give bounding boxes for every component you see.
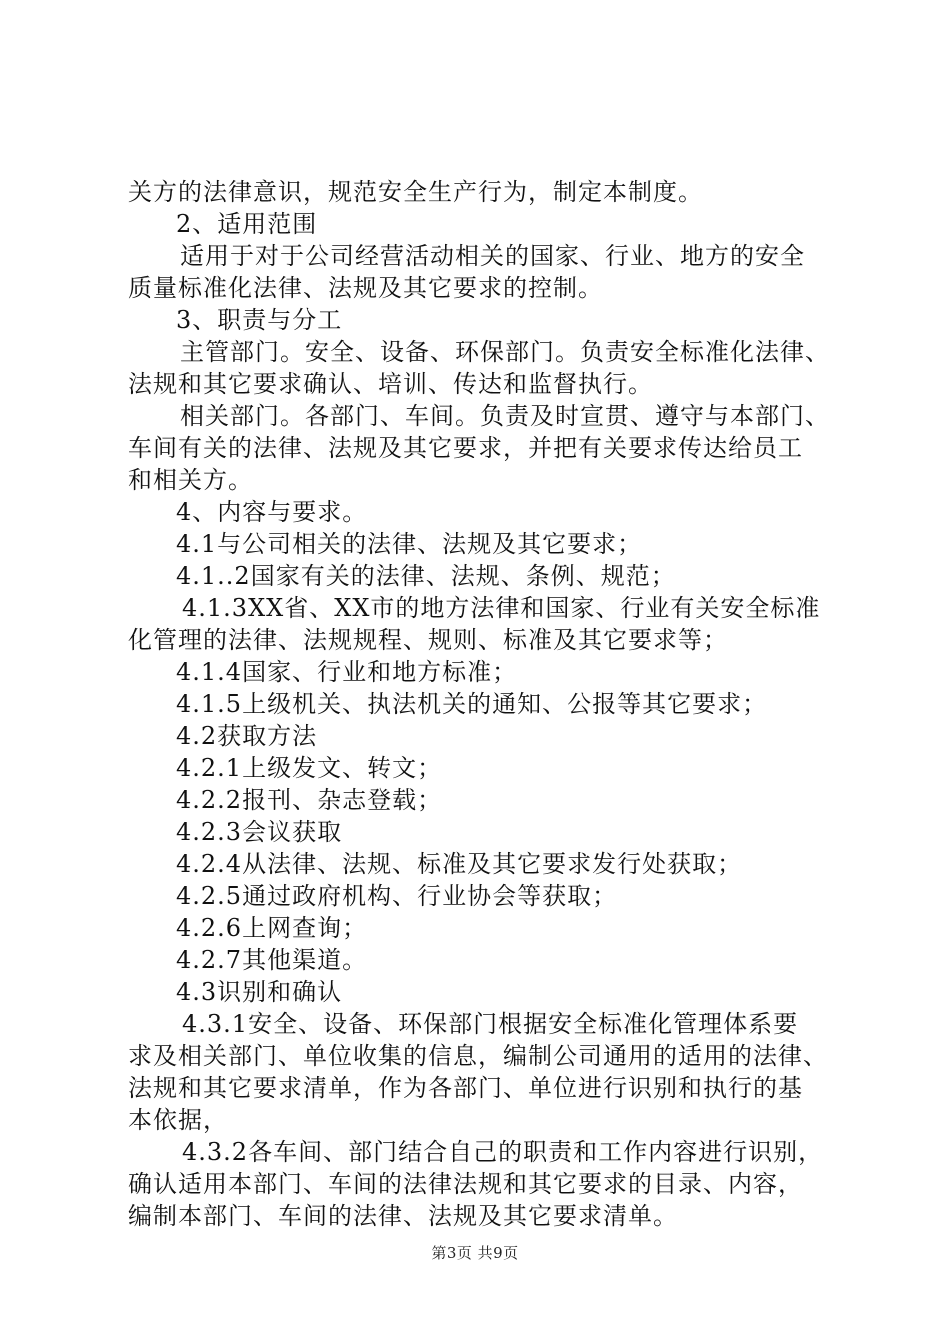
paragraph-line: 确认适用本部门、车间的法律法规和其它要求的目录、内容，: [128, 1170, 803, 1198]
paragraph-line: 编制本部门、车间的法律、法规及其它要求清单。: [128, 1202, 678, 1230]
paragraph-line: 适用于对于公司经营活动相关的国家、行业、地方的安全: [180, 242, 805, 270]
paragraph-line: 本依据，: [128, 1106, 228, 1134]
paragraph-line: 化管理的法律、法规规程、规则、标准及其它要求等；: [128, 626, 728, 654]
section-heading: 4、内容与要求。: [176, 498, 368, 526]
section-heading: 2、适用范围: [176, 210, 318, 238]
list-item: 4.2.6上网查询；: [176, 914, 368, 942]
list-item: 4.1.4国家、行业和地方标准；: [176, 658, 518, 686]
list-item: 4.2.3会议获取: [176, 818, 343, 846]
list-item: 4.3.1安全、设备、环保部门根据安全标准化管理体系要: [182, 1010, 799, 1038]
paragraph-line: 质量标准化法律、法规及其它要求的控制。: [128, 274, 603, 302]
page-number-footer: 第3页 共9页: [431, 1244, 519, 1262]
section-heading: 3、职责与分工: [176, 306, 343, 334]
list-item: 4.2.1上级发文、转文；: [176, 754, 443, 782]
section-heading: 4.2获取方法: [176, 722, 318, 750]
paragraph-line: 车间有关的法律、法规及其它要求，并把有关要求传达给员工: [128, 434, 803, 462]
list-item: 4.1.3XX省、XX市的地方法律和国家、行业有关安全标准: [182, 594, 821, 622]
list-item: 4.1..2国家有关的法律、法规、条例、规范；: [176, 562, 676, 590]
list-item: 4.3.2各车间、部门结合自己的职责和工作内容进行识别，: [182, 1138, 824, 1166]
paragraph-line: 相关部门。各部门、车间。负责及时宣贯、遵守与本部门、: [180, 402, 830, 430]
paragraph-line: 主管部门。安全、设备、环保部门。负责安全标准化法律、: [180, 338, 830, 366]
document-body: [128, 176, 848, 1232]
paragraph-line: 法规和其它要求清单，作为各部门、单位进行识别和执行的基: [128, 1074, 803, 1102]
list-item: 4.1.5上级机关、执法机关的通知、公报等其它要求；: [176, 690, 768, 718]
list-item: 4.2.7其他渠道。: [176, 946, 368, 974]
section-heading: 4.3识别和确认: [176, 978, 343, 1006]
list-item: 4.2.4从法律、法规、标准及其它要求发行处获取；: [176, 850, 743, 878]
list-item: 4.2.2报刊、杂志登载；: [176, 786, 443, 814]
paragraph-line: 和相关方。: [128, 466, 253, 494]
list-item: 4.2.5通过政府机构、行业协会等获取；: [176, 882, 618, 910]
paragraph-line: 求及相关部门、单位收集的信息，编制公司通用的适用的法律、: [128, 1042, 828, 1070]
paragraph-line: 法规和其它要求确认、培训、传达和监督执行。: [128, 370, 653, 398]
list-item: 4.1与公司相关的法律、法规及其它要求；: [176, 530, 643, 558]
paragraph-line: 关方的法律意识，规范安全生产行为，制定本制度。: [128, 178, 703, 206]
